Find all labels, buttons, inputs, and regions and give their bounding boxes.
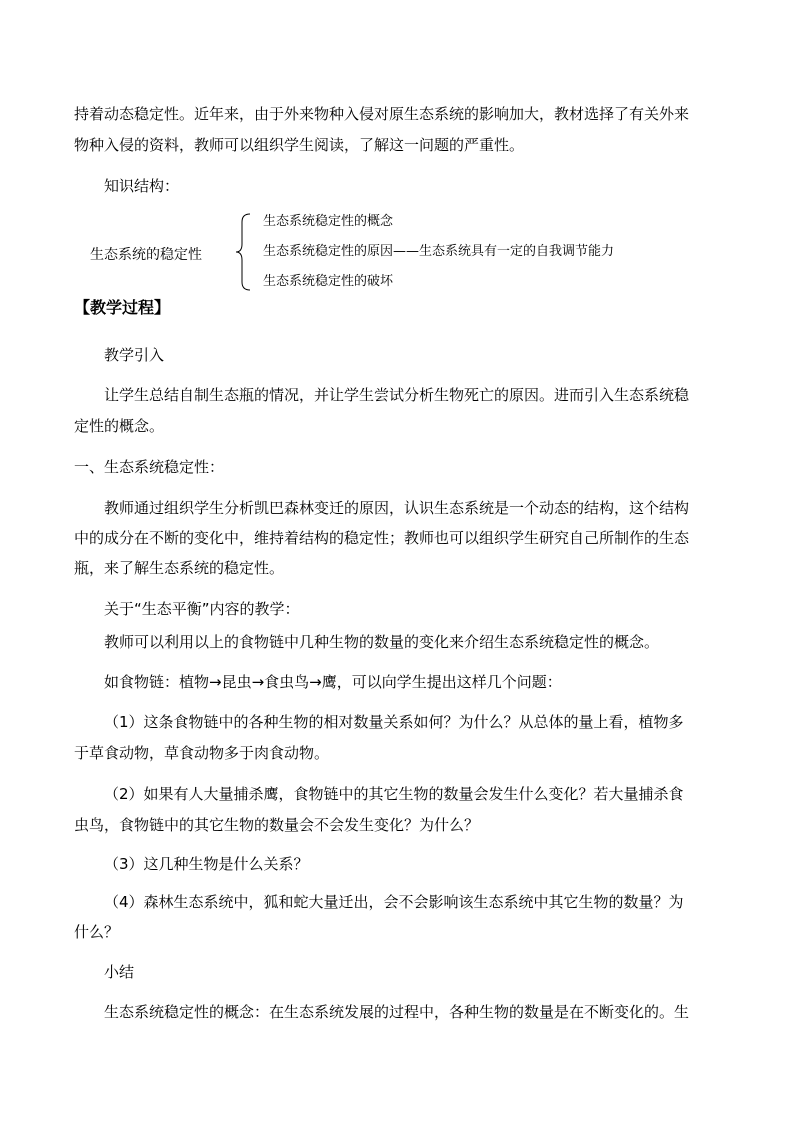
paragraph-line: 定性的概念。: [74, 417, 165, 435]
section-heading: 【教学过程】: [74, 298, 171, 317]
summary-label: 小结: [104, 963, 135, 981]
brace-icon: [236, 212, 256, 292]
question-line: 虫鸟，食物链中的其它生物的数量会不会发生变化？为什么？: [74, 816, 480, 834]
question-line: （4）森林生态系统中，狐和蛇大量迁出，会不会影响该生态系统中其它生物的数量？为: [104, 893, 684, 911]
paragraph-line: 生态系统稳定性的概念：在生态系统发展的过程中，各种生物的数量是在不断变化的。生: [104, 1003, 690, 1021]
paragraph-line: 关于“生态平衡”内容的教学：: [104, 600, 300, 618]
paragraph-line: 教学引入: [104, 346, 165, 364]
paragraph-line: 物种入侵的资料，教师可以组织学生阅读，了解这一问题的严重性。: [74, 136, 525, 154]
structure-title: 生态系统的稳定性: [90, 247, 202, 263]
paragraph-line: 中的成分在不断的变化中，维持着结构的稳定性；教师也可以组织学生研究自己所制作的生态: [74, 529, 690, 547]
structure-item: 生态系统稳定性的原因——生态系统具有一定的自我调节能力: [263, 244, 615, 259]
paragraph-line: 如食物链：植物→昆虫→食虫鸟→鹰，可以向学生提出这样几个问题：: [104, 673, 562, 691]
question-line: （1）这条食物链中的各种生物的相对数量关系如何？为什么？从总体的量上看，植物多: [104, 713, 684, 731]
paragraph-line: 瓶，来了解生态系统的稳定性。: [74, 559, 285, 577]
question-line: （2）如果有人大量捕杀鹰，食物链中的其它生物的数量会发生什么变化？若大量捕杀食: [104, 785, 684, 803]
paragraph-line: 教师可以利用以上的食物链中几种生物的数量的变化来介绍生态系统稳定性的概念。: [104, 633, 660, 651]
knowledge-structure-label: 知识结构：: [104, 177, 180, 195]
question-line: 于草食动物，草食动物多于肉食动物。: [74, 744, 330, 762]
paragraph-line: 持着动态稳定性。近年来，由于外来物种入侵对原生态系统的影响加大，教材选择了有关外来: [74, 105, 690, 123]
structure-item: 生态系统稳定性的破坏: [263, 274, 394, 289]
paragraph-line: 教师通过组织学生分析凯巴森林变迁的原因，认识生态系统是一个动态的结构，这个结构: [104, 499, 690, 517]
question-line: 什么？: [74, 923, 120, 941]
structure-item: 生态系统稳定性的概念: [263, 214, 394, 229]
paragraph-line: 让学生总结自制生态瓶的情况，并让学生尝试分析生物死亡的原因。进而引入生态系统稳: [104, 386, 690, 404]
section-title: 一、生态系统稳定性：: [74, 458, 225, 476]
question-line: （3）这几种生物是什么关系？: [104, 855, 309, 873]
